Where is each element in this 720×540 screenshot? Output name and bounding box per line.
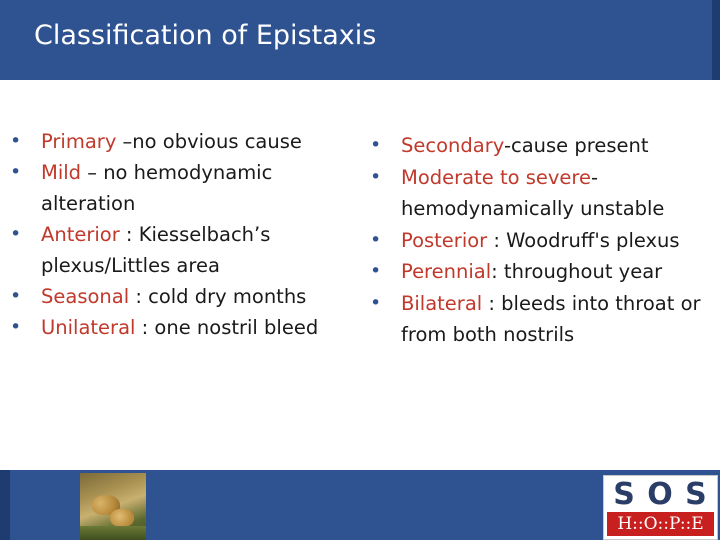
list-item bbox=[370, 130, 715, 162]
item-keyword: Mild bbox=[41, 161, 82, 184]
item-text: : Kiesselbach’s plexus/Littles area bbox=[41, 223, 271, 277]
bullet-icon: • bbox=[10, 285, 22, 307]
bullet-icon: • bbox=[370, 260, 382, 282]
item-keyword: Secondary bbox=[401, 134, 504, 157]
slide-title: Classification of Epistaxis bbox=[34, 20, 377, 51]
item-text: -cause present bbox=[503, 134, 649, 157]
item-text: : throughout year bbox=[491, 260, 663, 283]
item-text: - hemodynamically unstable bbox=[401, 165, 665, 220]
item-text: –no obvious cause bbox=[116, 130, 302, 153]
list-item bbox=[10, 126, 352, 157]
item-keyword: Seasonal bbox=[41, 285, 130, 308]
item-text: : bleeds into throat or from both nostrils bbox=[401, 291, 701, 346]
list-item bbox=[370, 256, 715, 288]
grass-area bbox=[80, 526, 146, 540]
bullet-icon: • bbox=[370, 291, 382, 314]
bullet-icon: • bbox=[10, 316, 22, 338]
cheetah-photo bbox=[80, 473, 146, 540]
item-keyword: Bilateral bbox=[401, 291, 483, 315]
title-bar bbox=[0, 0, 720, 80]
item-text: : Woodruff's plexus bbox=[487, 228, 680, 252]
logo-sos-text: S O S bbox=[613, 476, 708, 512]
list-item bbox=[10, 312, 352, 343]
bullet-icon: • bbox=[10, 161, 22, 183]
list-item bbox=[10, 219, 352, 281]
list-item bbox=[10, 157, 352, 219]
item-keyword: Posterior bbox=[401, 228, 488, 252]
bullet-icon: • bbox=[10, 130, 22, 152]
bullet-icon: • bbox=[10, 223, 22, 245]
sos-hope-logo bbox=[603, 475, 718, 540]
item-keyword: Primary bbox=[41, 130, 117, 153]
list-item bbox=[370, 162, 715, 225]
item-text: – no hemodynamic alteration bbox=[41, 161, 273, 215]
list-item bbox=[370, 288, 715, 351]
left-bullet-list bbox=[10, 126, 352, 343]
cheetah-figure bbox=[110, 509, 134, 527]
list-item bbox=[10, 281, 352, 312]
item-keyword: Perennial bbox=[401, 260, 492, 283]
bullet-icon: • bbox=[370, 134, 382, 156]
bullet-icon: • bbox=[370, 228, 382, 251]
item-keyword: Moderate to severe bbox=[401, 165, 591, 189]
right-bullet-list bbox=[370, 130, 715, 351]
list-item bbox=[370, 225, 715, 257]
bullet-icon: • bbox=[370, 165, 382, 188]
logo-hope-text: H::O::P::E bbox=[607, 512, 714, 536]
item-keyword: Unilateral bbox=[41, 316, 136, 339]
item-text: : one nostril bleed bbox=[135, 316, 319, 339]
item-text: : cold dry months bbox=[129, 285, 307, 308]
item-keyword: Anterior bbox=[41, 223, 120, 246]
